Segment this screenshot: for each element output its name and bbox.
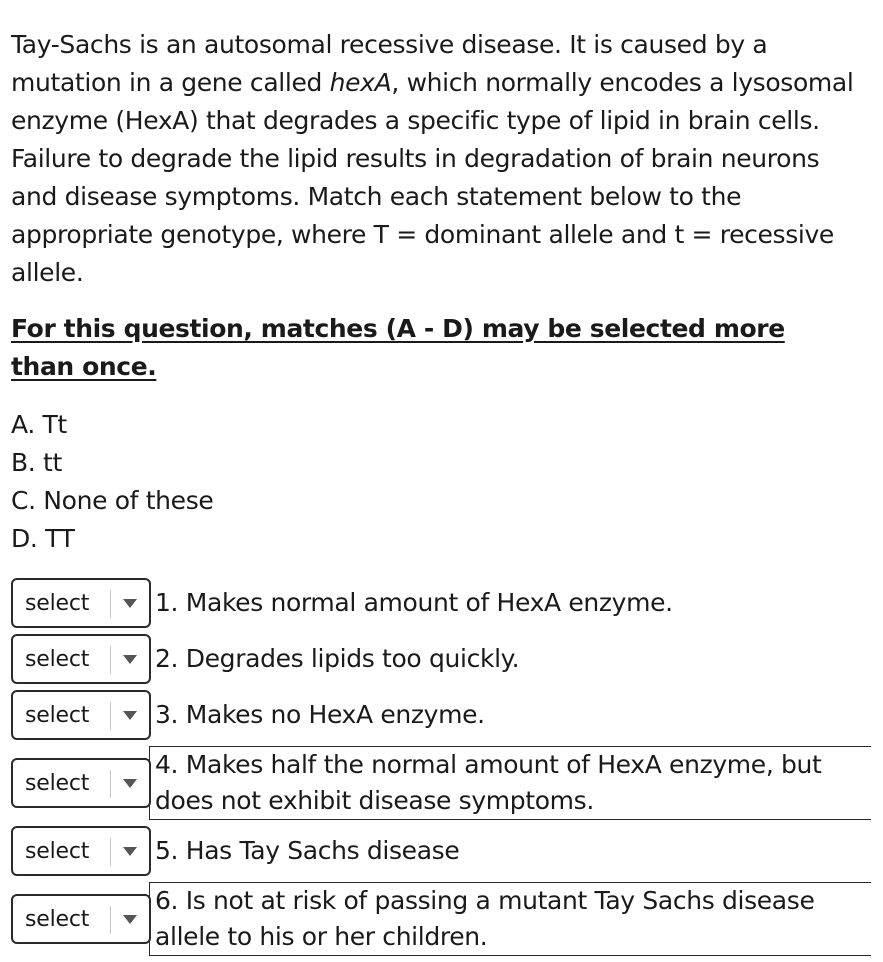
option-d: D. TT (11, 524, 75, 553)
select-value: select (25, 838, 90, 864)
select-divider (110, 906, 111, 934)
match-row-3 (11, 690, 871, 740)
option-a: A. Tt (11, 410, 67, 439)
question-intro (11, 26, 871, 292)
match-statement-6: 6. Is not at risk of passing a mutant Tay Sachs disease allele to his or her children. (149, 882, 871, 956)
question-instruction: For this question, matches (A - D) may be selected more than once. (11, 314, 785, 381)
match-row-6 (11, 882, 871, 956)
option-b: B. tt (11, 448, 62, 477)
match-select-2[interactable] (11, 634, 151, 684)
match-statement-4: 4. Makes half the normal amount of HexA enzyme, but does not exhibit disease symptoms. (149, 746, 871, 820)
chevron-down-icon[interactable] (123, 847, 137, 856)
option-c: C. None of these (11, 486, 214, 515)
select-divider (110, 770, 111, 798)
match-select-6[interactable] (11, 894, 151, 944)
match-statement-3: 3. Makes no HexA enzyme. (155, 700, 485, 729)
match-select-3[interactable] (11, 690, 151, 740)
question-content (11, 26, 871, 962)
select-value: select (25, 770, 90, 796)
match-select-5[interactable] (11, 826, 151, 876)
select-value: select (25, 590, 90, 616)
select-value: select (25, 906, 90, 932)
match-statement-1: 1. Makes normal amount of HexA enzyme. (155, 588, 673, 617)
chevron-down-icon[interactable] (123, 711, 137, 720)
chevron-down-icon[interactable] (123, 655, 137, 664)
match-statement-5: 5. Has Tay Sachs disease (155, 836, 460, 865)
select-value: select (25, 646, 90, 672)
chevron-down-icon[interactable] (123, 599, 137, 608)
select-divider (110, 590, 111, 618)
chevron-down-icon[interactable] (123, 915, 137, 924)
gene-name: hexA (329, 68, 392, 97)
match-row-4 (11, 746, 871, 820)
select-divider (110, 646, 111, 674)
matching-list (11, 578, 871, 956)
answer-options-list (11, 406, 871, 558)
match-select-4[interactable] (11, 758, 151, 808)
match-row-2 (11, 634, 871, 684)
match-row-5 (11, 826, 871, 876)
select-divider (110, 702, 111, 730)
match-select-1[interactable] (11, 578, 151, 628)
chevron-down-icon[interactable] (123, 779, 137, 788)
intro-text-part2: , which normally encodes a lysosomal enzyme (HexA) that degrades a specific type of lipid in brain cells. Failure to degrade the lipid results in degradation of brain neurons and disease symptoms. Match each statement below to the appropriate genotype, where T = dominant allele and t = recessive allele. (11, 68, 854, 287)
intro-text-part1: Tay-Sachs is an autosomal recessive disease. It is caused by a mutation in a gene called (11, 30, 768, 97)
match-row-1 (11, 578, 871, 628)
match-statement-2: 2. Degrades lipids too quickly. (155, 644, 520, 673)
select-divider (110, 838, 111, 866)
select-value: select (25, 702, 90, 728)
